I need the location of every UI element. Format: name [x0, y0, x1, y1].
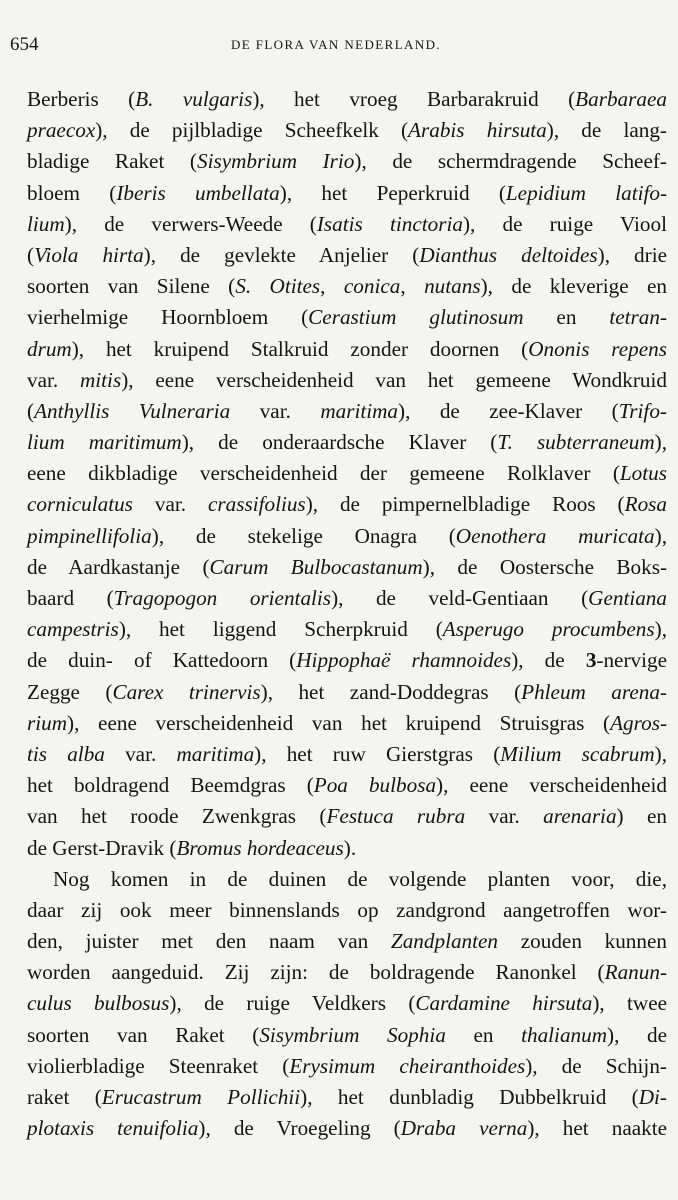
text-line: worden aangeduid. Zij zijn: de boldragende Ranonkel (Ranun-	[27, 960, 667, 985]
page-header	[10, 34, 662, 58]
text-line: campestris), het liggend Scherpkruid (Asperugo procumbens),	[27, 617, 668, 642]
text-line: bladige Raket (Sisymbrium Irio), de schermdragende Scheef-	[27, 149, 667, 174]
text-line: plotaxis tenuifolia), de Vroegeling (Draba verna), het naakte	[27, 1116, 668, 1141]
text-line: baard (Tragopogon orientalis), de veld-Gentiaan (Gentiana	[27, 586, 667, 610]
text-line: drum), het kruipend Stalkruid zonder doornen (Ononis repens	[27, 336, 667, 361]
text-line: rium), eene verscheidenheid van het kruipend Struisgras (Agros-	[27, 710, 667, 735]
text-line: soorten van Silene (S. Otites, conica, nutans), de kleverige en	[27, 274, 668, 299]
text-line: soorten van Raket (Sisymbrium Sophia en thalianum), de	[27, 1022, 668, 1047]
text-line: pimpinellifolia), de stekelige Onagra (Oenothera muricata),	[27, 523, 667, 548]
text-line: violierbladige Steenraket (Erysimum cheiranthoides), de Schijn-	[27, 1053, 667, 1078]
text-line: bloem (Iberis umbellata), het Peperkruid (Lepidium latifo-	[27, 180, 668, 205]
text-line: den, juister met den naam van Zandplanten zouden kunnen	[27, 929, 667, 954]
text-line: Zegge (Carex trinervis), het zand-Doddegras (Phleum arena-	[27, 679, 667, 704]
text-line: vierhelmige Hoornbloem (Cerastium glutinosum en tetran-	[27, 305, 668, 330]
body-text	[27, 84, 667, 1144]
text-line: var. mitis), eene verscheidenheid van het gemeene Wondkruid	[27, 367, 667, 392]
page-number: 654	[10, 34, 39, 55]
text-line: daar zij ook meer binnenslands op zandgrond aangetroffen wor-	[27, 897, 667, 922]
text-line: de duin- of Kattedoorn (Hippophaë rhamnoides), de 3-nervige	[27, 648, 667, 673]
text-line: Nog komen in de duinen de volgende planten voor, die,	[53, 866, 667, 891]
text-line: de Gerst-Dravik (Bromus hordeaceus).	[27, 835, 357, 860]
text-line: corniculatus var. crassifolius), de pimpernelbladige Roos (Rosa	[27, 492, 667, 517]
text-line: praecox), de pijlbladige Scheefkelk (Arabis hirsuta), de lang-	[27, 118, 667, 143]
text-line: culus bulbosus), de ruige Veldkers (Cardamine hirsuta), twee	[27, 991, 667, 1016]
running-title: DE FLORA VAN NEDERLAND.	[230, 37, 442, 52]
text-line: het boldragend Beemdgras (Poa bulbosa), eene verscheidenheid	[27, 773, 667, 798]
text-line: lium maritimum), de onderaardsche Klaver (T. subterraneum),	[27, 430, 667, 455]
text-line: (Anthyllis Vulneraria var. maritima), de zee-Klaver (Trifo-	[27, 398, 667, 423]
text-line: raket (Erucastrum Pollichii), het dunbladig Dubbelkruid (Di-	[27, 1085, 667, 1109]
text-line: de Aardkastanje (Carum Bulbocastanum), de Oostersche Boks-	[27, 554, 668, 579]
text-line: (Viola hirta), de gevlekte Anjelier (Dianthus deltoides), drie	[27, 242, 668, 267]
text-line: lium), de verwers-Weede (Isatis tinctoria), de ruige Viool	[27, 211, 667, 236]
text-line: tis alba var. maritima), het ruw Gierstgras (Milium scabrum),	[27, 741, 668, 766]
text-line: van het roode Zwenkgras (Festuca rubra var. arenaria) en	[27, 804, 667, 829]
text-line: eene dikbladige verscheidenheid der gemeene Rolklaver (Lotus	[27, 461, 667, 486]
text-line: Berberis (B. vulgaris), het vroeg Barbarakruid (Barbaraea	[27, 87, 667, 111]
